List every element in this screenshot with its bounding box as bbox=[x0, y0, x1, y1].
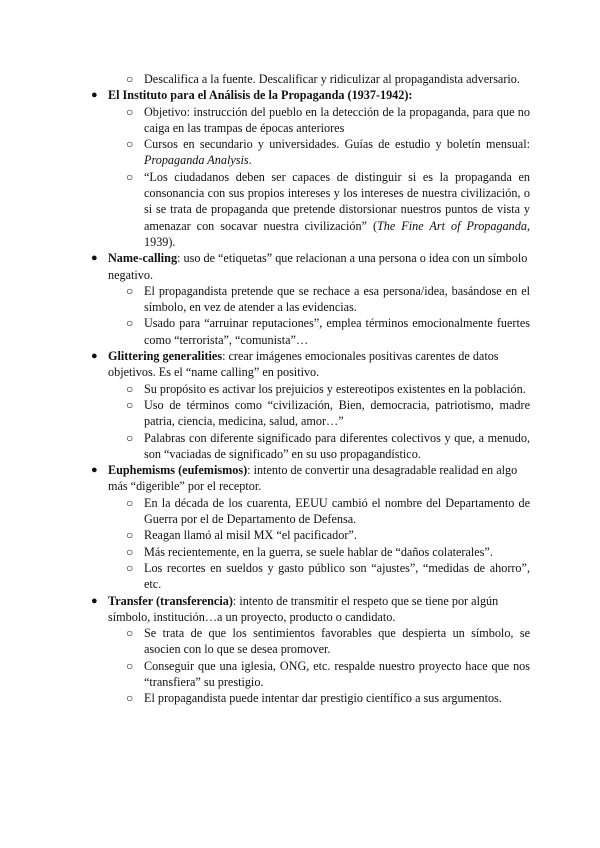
bullet-heading: Euphemisms (eufemismos) bbox=[108, 463, 248, 478]
sub-item bbox=[90, 71, 530, 87]
sub-item bbox=[90, 136, 530, 169]
sub-item bbox=[90, 495, 530, 528]
sub-item bbox=[90, 104, 530, 137]
sub-item bbox=[90, 658, 530, 691]
bullet-icon: ● bbox=[91, 350, 98, 363]
bullet-heading: Name-calling bbox=[108, 251, 178, 266]
sub-item-text: Su propósito es activar los prejuicios y estereotipos existentes en la población. bbox=[144, 381, 526, 396]
bullet-text: : uso de “etiquetas” que relacionan a una persona o idea con un símbolo negativo. bbox=[108, 251, 528, 282]
sub-item-text: Los recortes en sueldos y gasto público son “ajustes”, “medidas de ahorro”, etc. bbox=[144, 560, 530, 592]
sub-item bbox=[90, 527, 530, 543]
sub-item-text: Cursos en secundario y universidades. Guías de estudio y boletín mensual: bbox=[144, 137, 530, 152]
circle-bullet-icon: ○ bbox=[126, 397, 134, 412]
bullet-item bbox=[90, 250, 530, 283]
sub-item bbox=[90, 690, 530, 706]
circle-bullet-icon: ○ bbox=[126, 691, 134, 706]
sub-item-text-after: . bbox=[248, 153, 252, 168]
circle-bullet-icon: ○ bbox=[126, 104, 134, 119]
sub-item-text-after: , 1939). bbox=[144, 218, 530, 249]
sub-item-text: Más recientemente, en la guerra, se suele hablar de “daños colaterales”. bbox=[144, 544, 493, 559]
circle-bullet-icon: ○ bbox=[126, 560, 134, 575]
bullet-text: : intento de convertir una desagradable realidad en algo más “digerible” por el receptor. bbox=[108, 463, 518, 494]
sub-item bbox=[90, 397, 530, 430]
circle-bullet-icon: ○ bbox=[126, 430, 134, 445]
sub-item-text: Conseguir que una iglesia, ONG, etc. respalde nuestro proyecto hace que nos “transfiera” su prestigio. bbox=[144, 658, 530, 689]
sub-item-text: Objetivo: instrucción del pueblo en la detección de la propaganda, para que no caiga en las trampas de épocas anteriores bbox=[144, 104, 530, 135]
sub-item bbox=[90, 560, 530, 593]
sub-item bbox=[90, 544, 530, 560]
sub-item-text: Uso de términos como “civilización, Bien, democracia, patriotismo, madre patria, ciencia, medicina, salud, amor…” bbox=[144, 397, 530, 429]
sub-item-text: En la década de los cuarenta, EEUU cambió el nombre del Departamento de Guerra por el de Departamento de Defensa. bbox=[144, 495, 530, 527]
sub-item-text: Se trata de que los sentimientos favorables que despierta un símbolo, se asocien con lo que se desea promover. bbox=[144, 626, 530, 657]
bullet-heading: El Instituto para el Análisis de la Propaganda (1937-1942): bbox=[108, 88, 413, 103]
bullet-item bbox=[90, 462, 530, 495]
sub-item bbox=[90, 625, 530, 658]
bullet-icon: ● bbox=[91, 89, 98, 102]
bullet-item bbox=[90, 593, 530, 626]
circle-bullet-icon: ○ bbox=[126, 658, 134, 673]
bullet-heading: Transfer (transferencia) bbox=[108, 593, 233, 608]
circle-bullet-icon: ○ bbox=[126, 283, 134, 298]
bullet-icon: ● bbox=[91, 252, 98, 265]
bullet-icon: ● bbox=[91, 594, 98, 607]
circle-bullet-icon: ○ bbox=[126, 528, 134, 543]
circle-bullet-icon: ○ bbox=[126, 316, 134, 331]
circle-bullet-icon: ○ bbox=[126, 544, 134, 559]
bullet-text: : crear imágenes emocionales positivas carentes de datos objetivos. Es el “name calling” en positivo. bbox=[108, 349, 499, 380]
sub-item bbox=[90, 430, 530, 463]
sub-item bbox=[90, 283, 530, 316]
sub-item-text: El propagandista puede intentar dar prestigio científico a sus argumentos. bbox=[144, 691, 502, 706]
sub-item-text: Usado para “arruinar reputaciones”, emplea términos emocionalmente fuertes como “terrorista”, “comunista”… bbox=[144, 316, 530, 347]
sub-item bbox=[90, 315, 530, 348]
sub-item-text: El propagandista pretende que se rechace a esa persona/idea, basándose en el símbolo, en vez de atender a las evidencias. bbox=[144, 283, 530, 315]
sub-item-text: Descalifica a la fuente. Descalificar y ridiculizar al propagandista adversario. bbox=[144, 72, 520, 86]
circle-bullet-icon: ○ bbox=[126, 495, 134, 510]
sub-item-text: Palabras con diferente significado para diferentes colectivos y que, a menudo, son “vaciadas de significado” en su uso propagandístico. bbox=[144, 430, 530, 461]
circle-bullet-icon: ○ bbox=[126, 381, 134, 396]
sub-item-text: Reagan llamó al misil MX “el pacificador”. bbox=[144, 528, 357, 543]
italic-title: Propaganda Analysis bbox=[144, 153, 249, 168]
circle-bullet-icon: ○ bbox=[126, 169, 134, 184]
bullet-text: : intento de transmitir el respeto que se tiene por algún símbolo, institución…a un proyecto, producto o candidato. bbox=[108, 593, 499, 624]
circle-bullet-icon: ○ bbox=[126, 72, 134, 86]
italic-title: The Fine Art of Propaganda bbox=[377, 218, 527, 233]
circle-bullet-icon: ○ bbox=[126, 626, 134, 641]
bullet-item bbox=[90, 348, 530, 381]
circle-bullet-icon: ○ bbox=[126, 137, 134, 152]
sub-item bbox=[90, 381, 530, 397]
sub-item-text: “Los ciudadanos deben ser capaces de distinguir si es la propaganda en consonancia con sus propios intereses y los intereses de nuestra civilización, o si se trata de propaganda que pretende distorsionar nuestros puntos de vista y amenazar con socavar nuestra civilización” ( bbox=[144, 169, 530, 233]
document-body bbox=[90, 71, 530, 707]
sub-item bbox=[90, 169, 530, 250]
bullet-item bbox=[90, 87, 530, 103]
bullet-icon: ● bbox=[91, 464, 98, 477]
bullet-heading: Glittering generalities bbox=[108, 349, 223, 364]
